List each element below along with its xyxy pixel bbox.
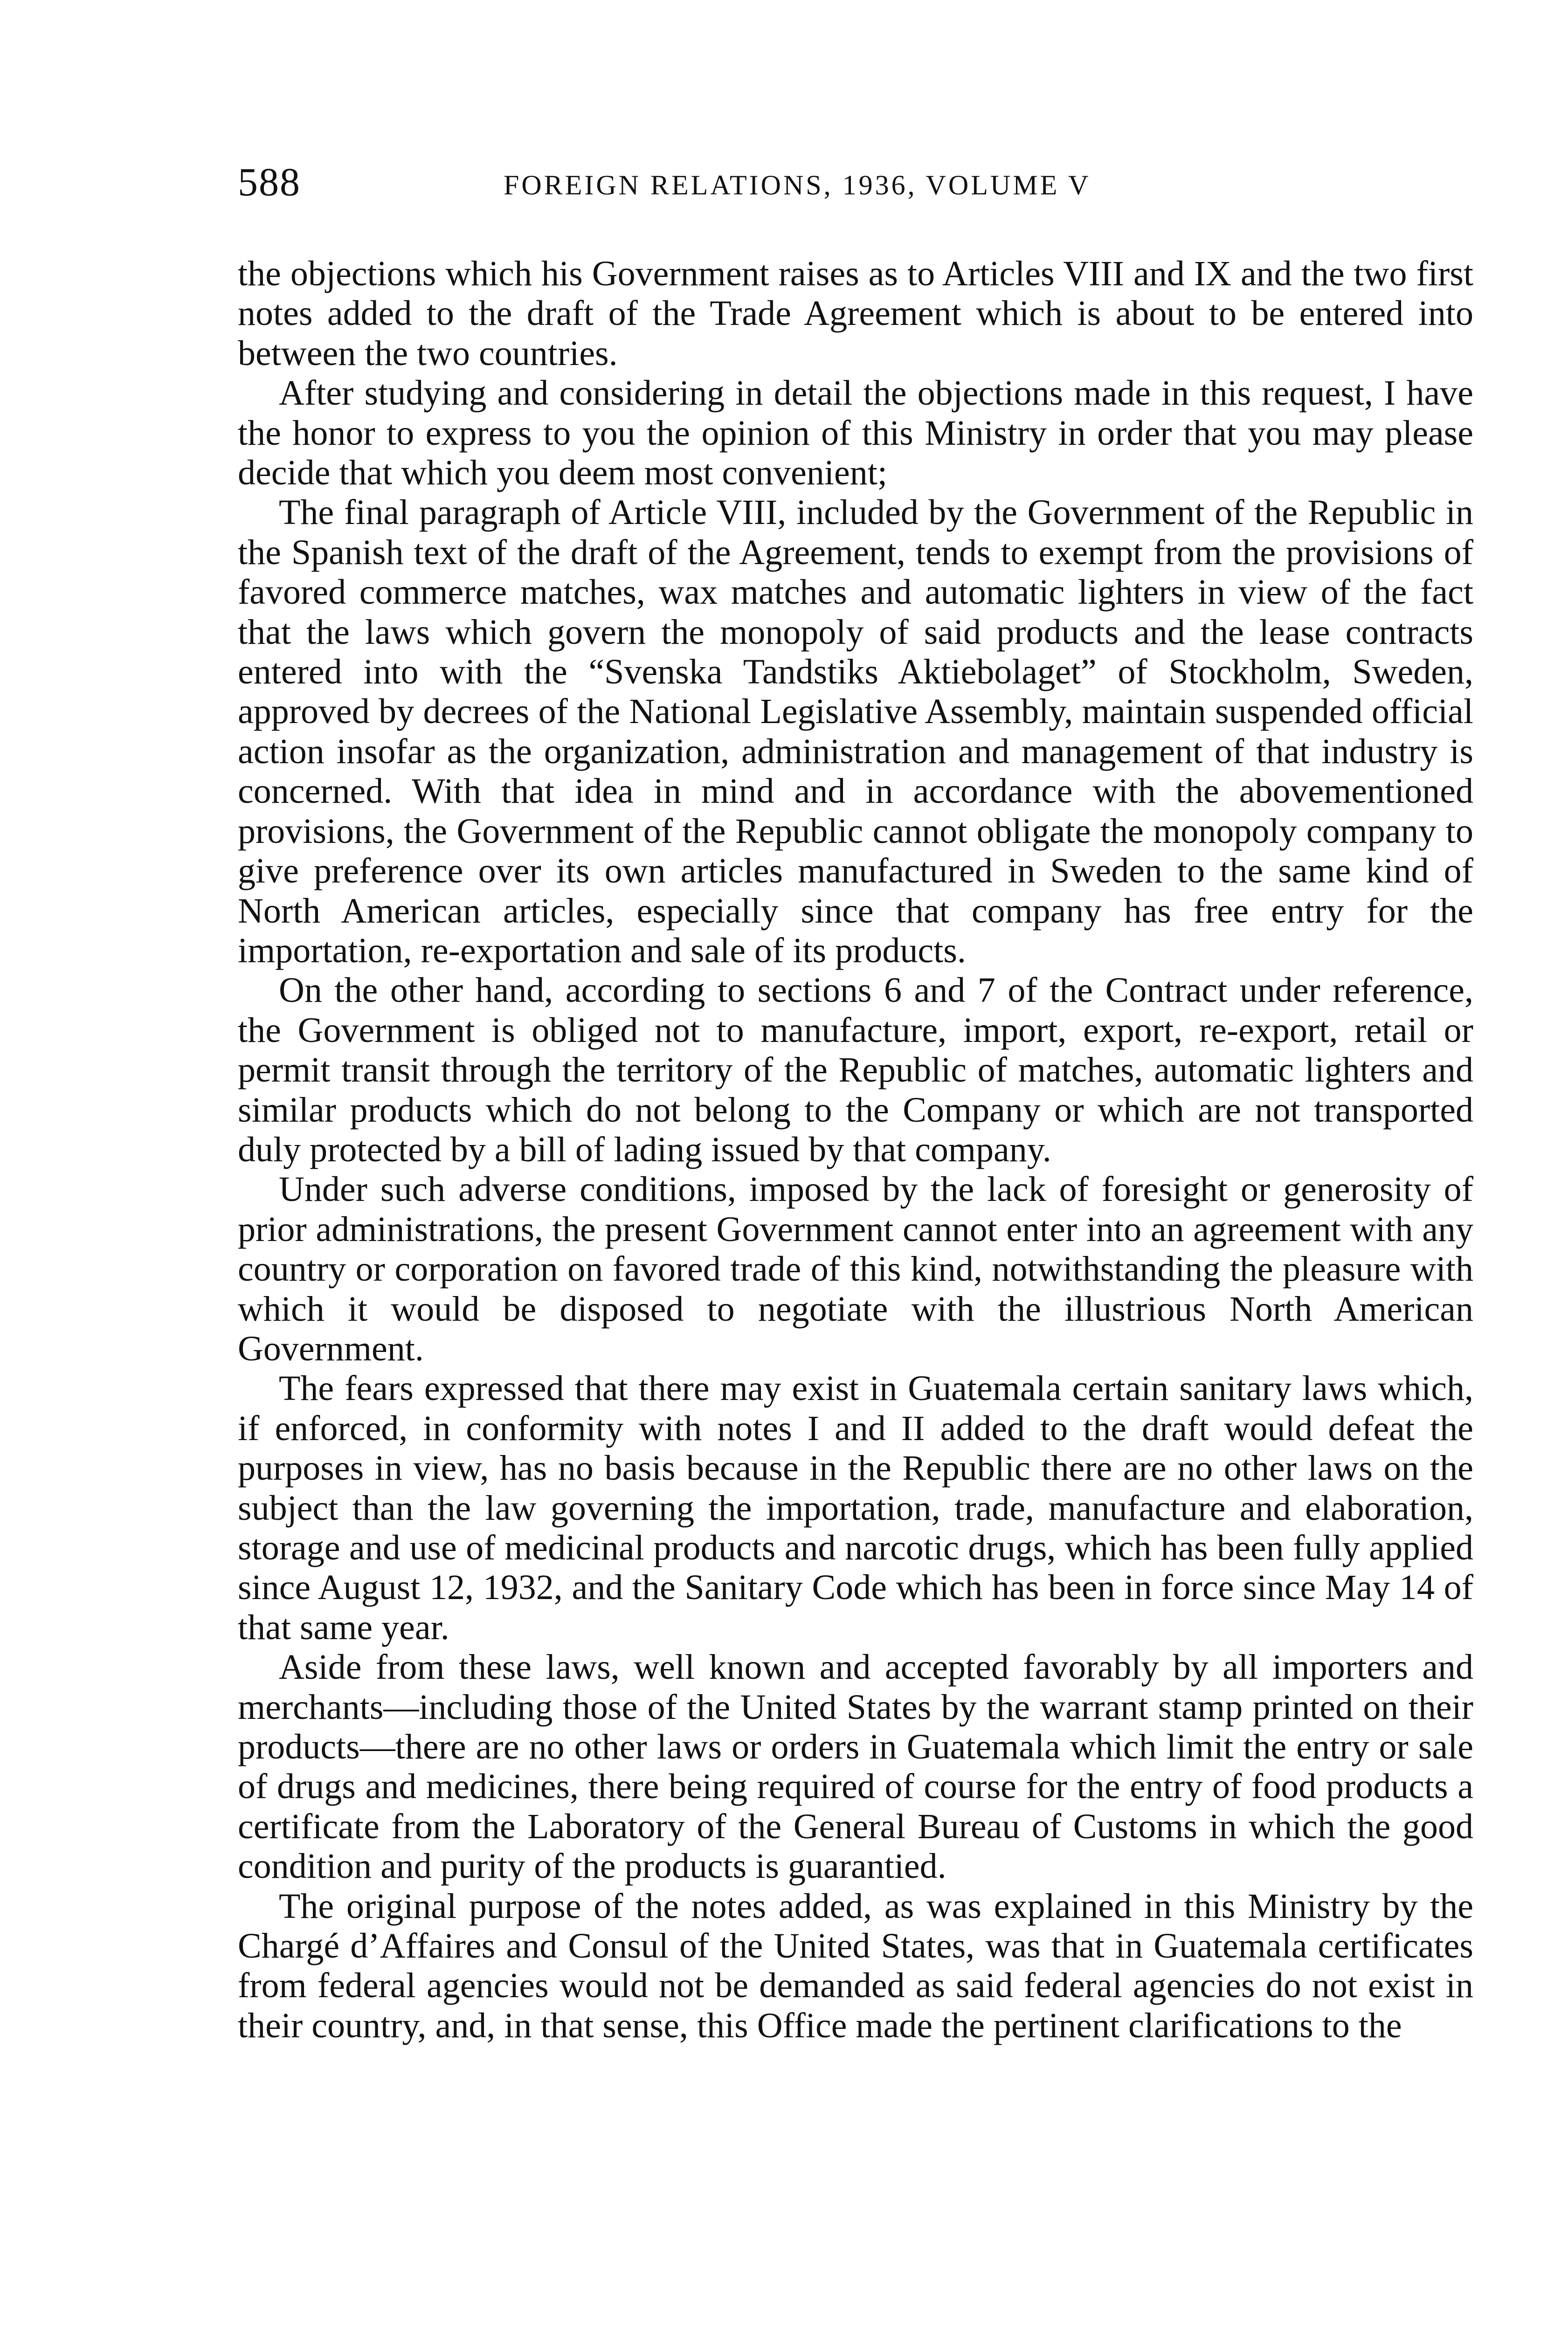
paragraph: After studying and considering in detail the objections made in this request, I have the honor to express to you the opinion of this Ministry in order that you may please decide that which you deem most convenient; — [238, 373, 1473, 493]
body-text — [238, 254, 1473, 2046]
running-title: FOREIGN RELATIONS, 1936, VOLUME V — [504, 170, 1091, 200]
paragraph: Aside from these laws, well known and accepted favorably by all importers and merchants—including those of the United States by the warrant stamp printed on their products—there are no other laws or orders in Guatemala which limit the entry or sale of drugs and medicines, there being required of course for the entry of food products a certificate from the Laboratory of the General Bureau of Customs in which the good condition and purity of the products is guarantied. — [238, 1648, 1473, 1886]
page-number: 588 — [238, 159, 301, 204]
paragraph: The original purpose of the notes added, as was explained in this Ministry by the Chargé d’Affaires and Consul of the United States, was that in Guatemala certificates from federal agencies would not be demanded as said federal agencies do not exist in their country, and, in that sense, this Office made the pertinent clarifications to the — [238, 1886, 1473, 2045]
paragraph-continued: the objections which his Government raises as to Articles VIII and IX and the two first notes added to the draft of the Trade Agreement which is about to be entered into between the two countries. — [238, 254, 1473, 373]
paragraph: The final paragraph of Article VIII, included by the Government of the Republic in the Spanish text of the draft of the Agreement, tends to exempt from the provisions of favored commerce matches, wax matches and automatic lighters in view of the fact that the laws which govern the monopoly of said products and the lease contracts entered into with the “Svenska Tandstiks Aktiebolaget” of Stockholm, Sweden, approved by decrees of the National Legislative Assembly, maintain suspended official action insofar as the organization, administration and management of that industry is concerned. With that idea in mind and in accordance with the abovementioned provisions, the Government of the Republic cannot obligate the monopoly company to give preference over its own articles manufactured in Sweden to the same kind of North American articles, especially since that company has free entry for the importation, re-exportation and sale of its products. — [238, 493, 1473, 970]
running-head — [238, 156, 1476, 212]
paragraph: Under such adverse conditions, imposed by the lack of foresight or generosity of prior administrations, the present Government cannot enter into an agreement with any country or corporation on favored trade of this kind, notwithstanding the pleasure with which it would be disposed to negotiate with the illustrious North American Government. — [238, 1170, 1473, 1368]
paragraph: The fears expressed that there may exist in Guatemala certain sanitary laws which, if enforced, in conformity with notes I and II added to the draft would defeat the purposes in view, has no basis because in the Republic there are no other laws on the subject than the law governing the importation, trade, manufacture and elaboration, storage and use of medicinal products and narcotic drugs, which has been fully applied since August 12, 1932, and the Sanitary Code which has been in force since May 14 of that same year. — [238, 1369, 1473, 1647]
paragraph: On the other hand, according to sections 6 and 7 of the Contract under reference, the Government is obliged not to manufacture, import, export, re-export, retail or permit transit through the territory of the Republic of matches, automatic lighters and similar products which do not belong to the Company or which are not transported duly protected by a bill of lading issued by that company. — [238, 971, 1473, 1169]
